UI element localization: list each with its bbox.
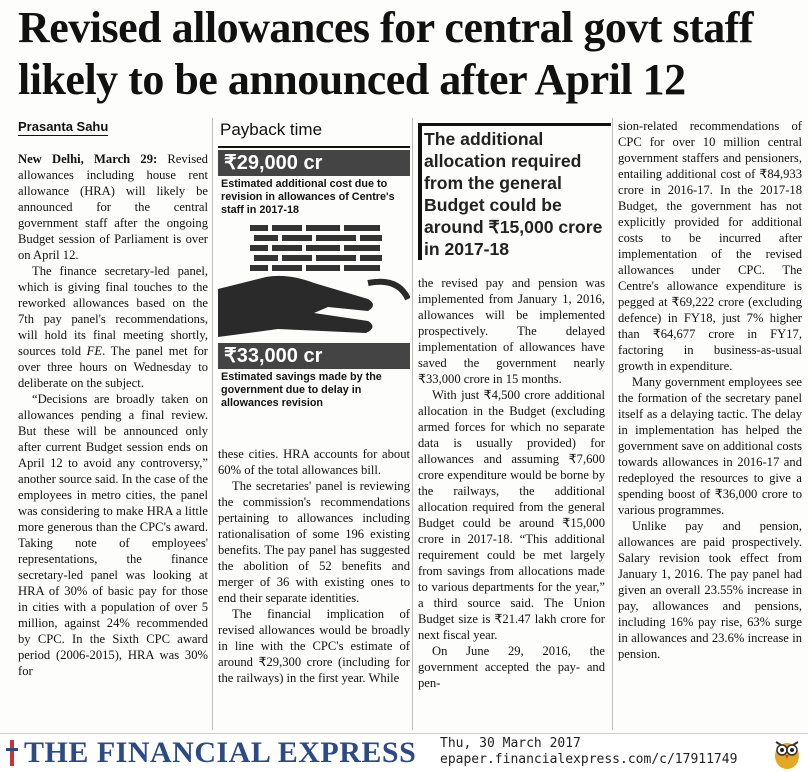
- dateline: New Delhi, March 29:: [18, 152, 158, 166]
- graphic-title: Payback time: [218, 118, 410, 148]
- paragraph: On June 29, 2016, the government accepted the pay- and pen-: [418, 644, 605, 690]
- payback-graphic: [218, 118, 410, 440]
- article-column-4: [618, 118, 802, 662]
- headline-line-2: likely to be announced after April 12: [18, 55, 686, 104]
- savings-amount: ₹33,000 cr: [218, 343, 410, 369]
- paragraph: the revised pay and pension was implemented from January 1, 2016, allowances will be implemented prospectively. The delayed implementation of allowances have saved the government nearly ₹33,000 crore in 15 months.: [418, 276, 605, 386]
- epaper-footer: [0, 733, 808, 772]
- paragraph: The finance secretary-led panel, which is giving final touches to the reworked allowances based on the 7th pay panel's recommendations, will hold its final meeting shortly, sources told FE. The panel met for over three hours on Wednesday to deliberate on the subject.: [18, 264, 208, 390]
- column-rule: [212, 118, 213, 730]
- article-column-2: [218, 446, 410, 686]
- cost-amount: ₹29,000 cr: [218, 150, 410, 176]
- headline-line-1: Revised allowances for central govt staff: [18, 3, 754, 52]
- column-rule: [412, 118, 413, 730]
- logo-mark-icon: [6, 740, 18, 766]
- paragraph: Revised allowances including house rent allowance (HRA) will likely be announced for the central government staff after the ongoing Budget session of Parliament is over on April 12.: [18, 152, 208, 262]
- hand-holding-notes-icon: [218, 219, 410, 341]
- paragraph: these cities. HRA accounts for about 60% of the total allowances bill.: [218, 447, 410, 477]
- cost-caption: Estimated additional cost due to revision in allowances of Centre's staff in 2017-18: [221, 178, 395, 216]
- paragraph: The secretaries' panel is reviewing the commission's recommendations pertaining to allowances including rationalisation of some 196 existing benefits. The pay panel has suggested the abolition of 52 benefits and merger of 36 with existing ones to end their separate identities.: [218, 479, 410, 605]
- headline: [18, 2, 798, 106]
- savings-caption: Estimated savings made by the government due to delay in allowances revision: [221, 371, 382, 409]
- epaper-url[interactable]: epaper.financialexpress.com/c/17911749: [440, 752, 738, 767]
- article-column-1: [18, 151, 208, 679]
- edition-date: Thu, 30 March 2017: [440, 736, 581, 751]
- paragraph: Many government employees see the formation of the secretary panel itself as a delaying tactic. The delay in implementation has helped the government save on additional costs towards allowances in 2016-17 and redeployed the resources to give a spending boost of ₹36,000 crore to various programmes.: [618, 375, 802, 517]
- paragraph: The financial implication of revised allowances would be broadly in line with the CPC's estimate of around ₹29,300 crore (including for the railways) in the first year. While: [218, 607, 410, 685]
- paragraph: sion-related recommendations of CPC for over 10 million central government staffers and pensioners, entailing additional cost of ₹84,933 crore in 2016-17. In the 2017-18 Budget, the government has not explicitly provided for additional costs to be incurred after implementation of the revised allowances under CPC. The Centre's allowance expenditure is pegged at ₹69,222 crore (excluding defence) in FY18, just 7% higher than ₹64,677 crore in FY17, factoring in business-as-usual growth in expenditure.: [618, 119, 802, 373]
- paragraph: “Decisions are broadly taken on allowances pending a final review. But these will be announced only after current Budget session ends on April 12 to avoid any controversy,” another source said. In the case of the employees in metro cities, the panel was considering to make HRA a little more generous than the CPC's award. Taking note of employees' representations, the finance secretary-led panel was looking at HRA of 30% of basic pay for those in cities with a population of over 5 million, against 24% recommended by CPC. In the Sixth CPC award period (2006-2015), HRA was 30% for: [18, 392, 208, 678]
- publication-logo: THE FINANCIAL EXPRESS: [24, 736, 417, 769]
- pull-quote: The additional allocation required from the general Budget could be around ₹15,000 crore in 2017-18: [418, 123, 611, 260]
- epaper-meta: [440, 736, 737, 768]
- paragraph: With just ₹4,500 crore additional allocation in the Budget (excluding armed forces for which no separate data is usually provided) for allowances and assuming ₹7,600 crore expenditure would be borne by the railways, the additional allocation required from the general Budget could be around ₹15,000 crore in 2017-18. “This additional requirement could be met largely from savings from allocations made to various departments for the year,” a third source said. The Union Budget size is ₹21.47 lakh crore for next fiscal year.: [418, 388, 605, 642]
- byline: Prasanta Sahu: [18, 119, 109, 134]
- column-rule: [612, 118, 613, 730]
- hand-money-illustration: [218, 219, 410, 341]
- paragraph: Unlike pay and pension, allowances are paid prospectively. Salary revision took effect from January 1, 2016. The pay panel had given an overall 23.55% increase in pay, allowances and pensions, including 16% pay rise, 63% surge in allowances and 23.6% increase in pension.: [618, 519, 802, 661]
- article-column-3: [418, 275, 605, 691]
- owl-icon: [772, 736, 802, 770]
